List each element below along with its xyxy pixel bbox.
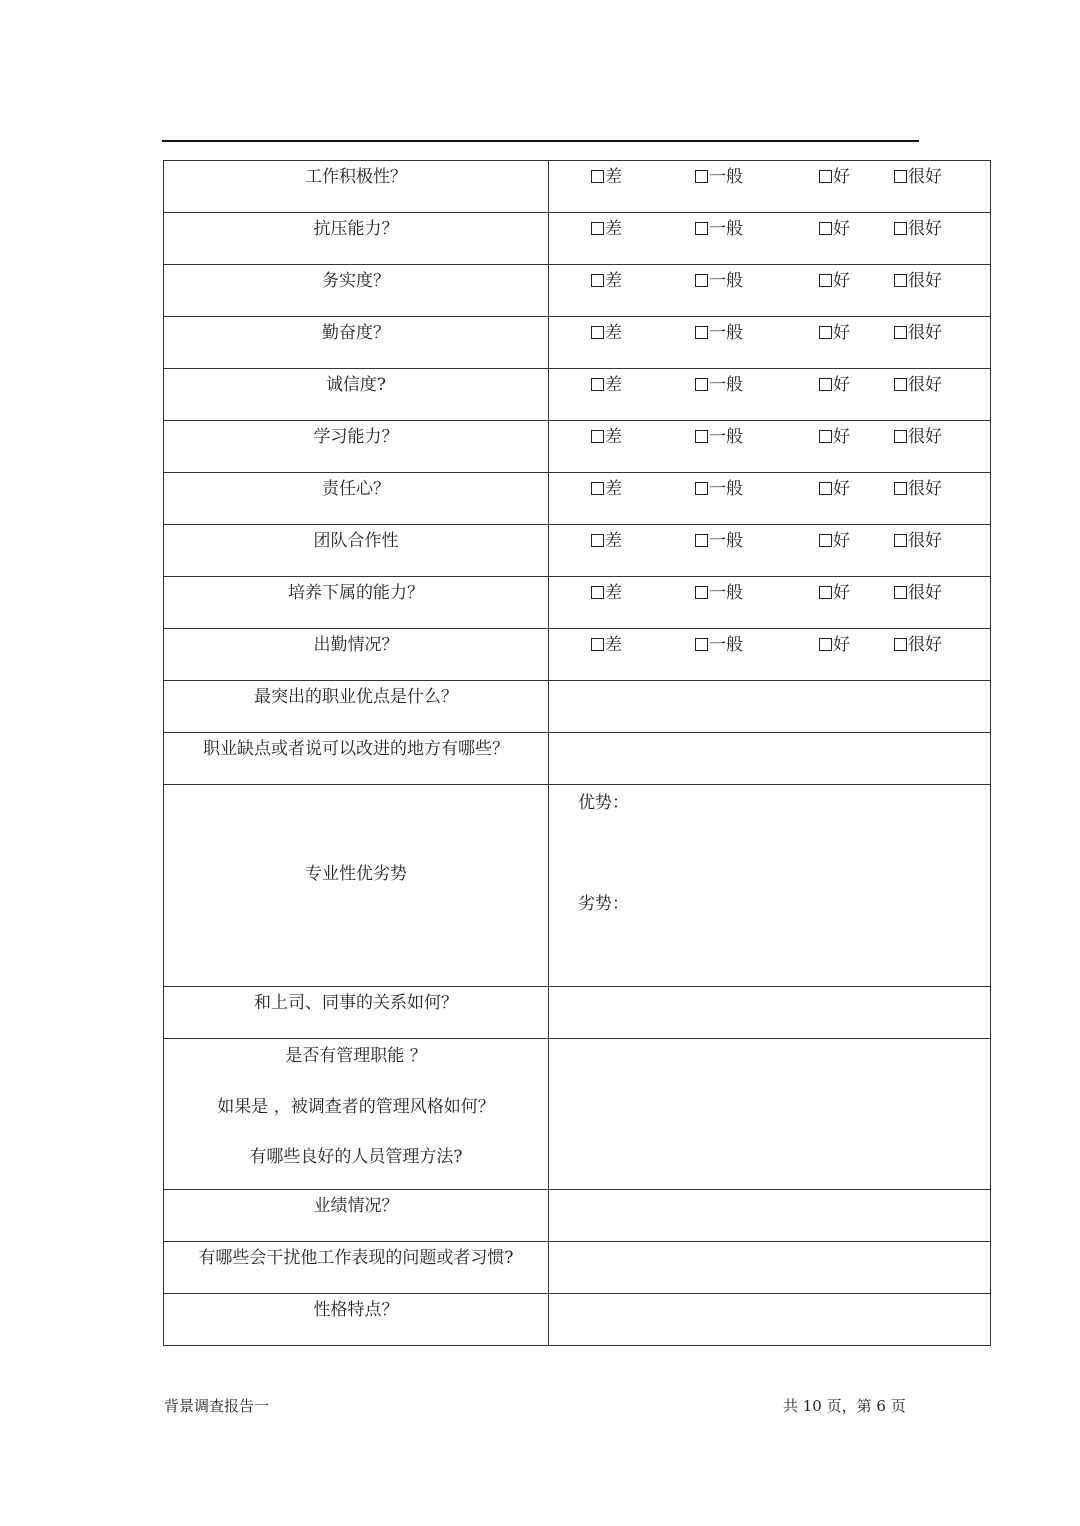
question-label-line2: 如果是 ，被调查者的管理风格如何？ [217,1097,495,1117]
checkbox-icon[interactable] [591,638,604,651]
checkbox-icon[interactable] [819,430,832,443]
checkbox-icon[interactable] [819,482,832,495]
checkbox-icon[interactable] [819,170,832,183]
rating-option-label: 很好 [908,323,942,343]
question-cell [164,1190,549,1242]
question-label: 勤奋度？ [322,323,390,343]
checkbox-icon[interactable] [591,586,604,599]
rating-option[interactable] [819,583,850,603]
checkbox-icon[interactable] [819,638,832,651]
checkbox-icon[interactable] [695,586,708,599]
checkbox-icon[interactable] [894,222,907,235]
rating-option[interactable] [591,271,622,291]
rating-options [549,421,991,473]
question-label: 诚信度? [325,375,387,395]
checkbox-icon[interactable] [894,274,907,287]
rating-row [164,213,991,265]
question-label: 业绩情况？ [313,1196,399,1216]
rating-option[interactable] [591,531,622,551]
rating-option-label: 好 [833,375,850,395]
answer-field-professional[interactable] [549,785,991,987]
checkbox-icon[interactable] [695,534,708,547]
rating-option[interactable] [894,635,942,655]
question-cell [164,369,549,421]
rating-option[interactable] [819,167,850,187]
rating-option[interactable] [894,271,942,291]
rating-option[interactable] [894,219,942,239]
rating-option-label: 一般 [709,531,743,551]
question-label: 出勤情况？ [313,635,399,655]
answer-field-habits[interactable] [549,1242,991,1294]
rating-option-label: 一般 [709,427,743,447]
rating-option[interactable] [894,167,942,187]
rating-option-label: 差 [605,375,622,395]
rating-option[interactable] [819,219,850,239]
rating-option[interactable] [894,531,942,551]
reference-check-table [163,160,991,1346]
question-label: 务实度？ [322,271,390,291]
footer-page-info: 共 10 页，第 6 页 [783,1397,906,1415]
question-cell [164,1242,549,1294]
rating-option[interactable] [695,167,743,187]
question-cell [164,1039,549,1190]
rating-option-label: 好 [833,635,850,655]
question-row-relationships [164,987,991,1039]
question-label: 专业性优劣势 [305,864,407,884]
rating-option-label: 差 [605,323,622,343]
rating-option[interactable] [819,375,850,395]
rating-option[interactable] [591,583,622,603]
rating-option[interactable] [894,375,942,395]
open-question-rows [164,681,991,1346]
checkbox-icon[interactable] [695,482,708,495]
rating-row [164,473,991,525]
rating-options [549,213,991,265]
header-rule [162,140,919,142]
checkbox-icon[interactable] [591,482,604,495]
rating-row [164,317,991,369]
question-label: 工作积极性？ [305,167,407,187]
checkbox-icon[interactable] [695,274,708,287]
rating-option[interactable] [819,271,850,291]
rating-row [164,161,991,213]
rating-row [164,577,991,629]
rating-option-label: 好 [833,427,850,447]
rating-option-label: 很好 [908,531,942,551]
answer-field-personality[interactable] [549,1294,991,1346]
rating-option-label: 一般 [709,271,743,291]
question-cell [164,785,549,987]
checkbox-icon[interactable] [819,378,832,391]
question-cell [164,629,549,681]
question-label: 抗压能力？ [313,219,399,239]
rating-option-label: 差 [605,427,622,447]
rating-option[interactable] [695,271,743,291]
rating-option-label: 一般 [709,167,743,187]
rating-option-label: 差 [605,583,622,603]
checkbox-icon[interactable] [591,274,604,287]
rating-option[interactable] [591,219,622,239]
question-label: 有哪些会干扰他工作表现的问题或者习惯? [198,1248,514,1268]
rating-option-label: 好 [833,583,850,603]
checkbox-icon[interactable] [819,326,832,339]
question-label: 团队合作性 [313,531,399,551]
rating-option-label: 好 [833,219,850,239]
question-row-strengths [164,681,991,733]
checkbox-icon[interactable] [819,534,832,547]
rating-option[interactable] [591,167,622,187]
rating-option[interactable] [591,427,622,447]
question-cell [164,473,549,525]
rating-option[interactable] [695,427,743,447]
rating-option-label: 一般 [709,479,743,499]
rating-row [164,369,991,421]
question-cell [164,161,549,213]
checkbox-icon[interactable] [894,534,907,547]
question-row-weaknesses [164,733,991,785]
question-label: 最突出的职业优点是什么？ [254,687,458,707]
checkbox-icon[interactable] [894,482,907,495]
answer-field-strengths[interactable] [549,681,991,733]
rating-option-label: 好 [833,271,850,291]
question-row-professional [164,785,991,987]
checkbox-icon[interactable] [591,326,604,339]
checkbox-icon[interactable] [894,586,907,599]
checkbox-icon[interactable] [695,326,708,339]
rating-options [549,577,991,629]
rating-option[interactable] [695,219,743,239]
question-cell [164,987,549,1039]
question-row-habits [164,1242,991,1294]
rating-option-label: 差 [605,219,622,239]
question-cell [164,525,549,577]
question-row-management [164,1039,991,1190]
rating-option-label: 很好 [908,479,942,499]
rating-options [549,525,991,577]
rating-option[interactable] [695,531,743,551]
rating-option[interactable] [591,375,622,395]
rating-option-label: 好 [833,323,850,343]
answer-field-weaknesses[interactable] [549,733,991,785]
checkbox-icon[interactable] [894,378,907,391]
question-label: 责任心？ [322,479,390,499]
question-row-personality [164,1294,991,1346]
checkbox-icon[interactable] [894,430,907,443]
question-cell [164,681,549,733]
question-label-line3: 有哪些良好的人员管理方法? [249,1147,463,1167]
rating-option-label: 很好 [908,583,942,603]
rating-option-label: 好 [833,531,850,551]
checkbox-icon[interactable] [695,638,708,651]
rating-option[interactable] [894,583,942,603]
rating-option-label: 一般 [709,375,743,395]
rating-options [549,369,991,421]
rating-option[interactable] [819,323,850,343]
rating-option[interactable] [695,635,743,655]
rating-option-label: 一般 [709,583,743,603]
rating-row [164,421,991,473]
question-cell [164,577,549,629]
checkbox-icon[interactable] [591,170,604,183]
rating-row [164,265,991,317]
checkbox-icon[interactable] [591,222,604,235]
rating-option-label: 很好 [908,219,942,239]
advantage-label: 优势： [578,793,629,813]
rating-option-label: 一般 [709,323,743,343]
disadvantage-label: 劣势： [578,894,629,914]
question-label: 学习能力？ [313,427,399,447]
rating-rows [164,161,991,681]
rating-option-label: 差 [605,635,622,655]
question-label-line1: 是否有管理职能 ？ [285,1046,427,1066]
rating-options [549,473,991,525]
checkbox-icon[interactable] [819,586,832,599]
question-cell [164,421,549,473]
checkbox-icon[interactable] [695,378,708,391]
checkbox-icon[interactable] [695,430,708,443]
rating-option[interactable] [894,479,942,499]
rating-option-label: 好 [833,167,850,187]
rating-option-label: 很好 [908,635,942,655]
rating-option-label: 差 [605,271,622,291]
rating-option[interactable] [819,531,850,551]
rating-option[interactable] [695,479,743,499]
rating-option[interactable] [695,323,743,343]
rating-option[interactable] [695,583,743,603]
rating-option[interactable] [591,635,622,655]
rating-options [549,317,991,369]
question-cell [164,1294,549,1346]
rating-options [549,629,991,681]
answer-field-performance[interactable] [549,1190,991,1242]
rating-row [164,525,991,577]
question-cell [164,213,549,265]
rating-option-label: 很好 [908,375,942,395]
rating-option-label: 好 [833,479,850,499]
rating-option[interactable] [894,427,942,447]
checkbox-icon[interactable] [819,222,832,235]
question-cell [164,317,549,369]
checkbox-icon[interactable] [591,534,604,547]
rating-option[interactable] [591,323,622,343]
checkbox-icon[interactable] [894,326,907,339]
rating-option[interactable] [819,427,850,447]
rating-option-label: 一般 [709,219,743,239]
question-label: 性格特点？ [313,1300,399,1320]
rating-row [164,629,991,681]
checkbox-icon[interactable] [591,378,604,391]
checkbox-icon[interactable] [819,274,832,287]
question-label: 和上司、同事的关系如何？ [254,993,458,1013]
answer-field-relationships[interactable] [549,987,991,1039]
rating-option[interactable] [894,323,942,343]
checkbox-icon[interactable] [894,638,907,651]
checkbox-icon[interactable] [695,222,708,235]
rating-option-label: 一般 [709,635,743,655]
rating-option-label: 差 [605,479,622,499]
answer-field-management[interactable] [549,1039,991,1190]
question-cell [164,265,549,317]
rating-option[interactable] [695,375,743,395]
question-label: 职业缺点或者说可以改进的地方有哪些？ [203,739,509,759]
rating-option-label: 很好 [908,427,942,447]
checkbox-icon[interactable] [591,430,604,443]
rating-option[interactable] [819,635,850,655]
checkbox-icon[interactable] [695,170,708,183]
rating-options [549,161,991,213]
question-cell [164,733,549,785]
question-row-performance [164,1190,991,1242]
rating-option-label: 差 [605,167,622,187]
rating-option-label: 很好 [908,271,942,291]
question-label: 培养下属的能力？ [288,583,424,603]
checkbox-icon[interactable] [894,170,907,183]
rating-option[interactable] [591,479,622,499]
rating-option-label: 差 [605,531,622,551]
rating-option[interactable] [819,479,850,499]
footer-doc-name: 背景调查报告一 [164,1397,270,1415]
rating-option-label: 很好 [908,167,942,187]
rating-options [549,265,991,317]
